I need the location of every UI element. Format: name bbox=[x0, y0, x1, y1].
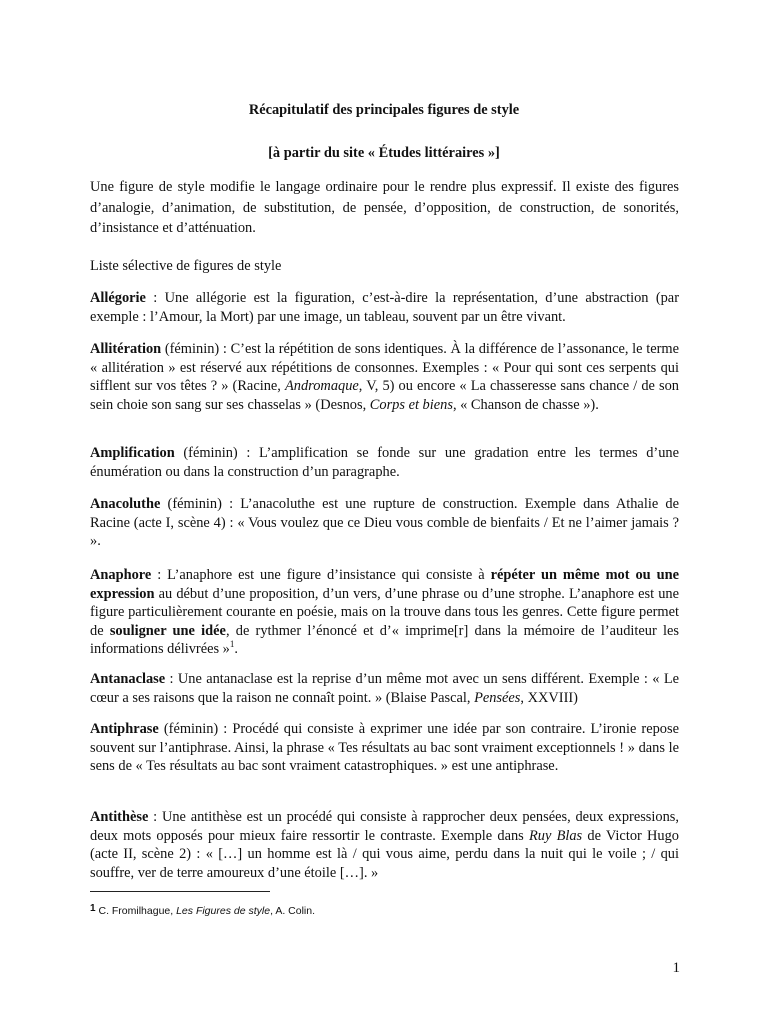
document-title: Récapitulatif des principales figures de style bbox=[248, 102, 520, 118]
emphasis-text: souligner une idée bbox=[109, 622, 226, 639]
entry-definition: (féminin) : Procédé qui consiste à exprimer une idée par son contraire. L’ironie repose souvent sur l’antiphrase. Ainsi, la phrase « Tes résultats au bac sont vraiment exceptionnels ! » dans le sens de « Tes résultats au bac sont vraiment catastrophiques. » est une antiphrase. bbox=[90, 721, 679, 774]
entry-definition: de Victor Hugo (acte II, scène 2) : « […] un homme est là / qui vous aime, perdu dans la nuit qui le voile ; / qui souffre, ver de terre amoureux d’une étoile […]. » bbox=[90, 827, 679, 881]
work-title: Pensées bbox=[474, 689, 521, 706]
entry-definition: (féminin) : L’anacoluthe est une rupture de construction. Exemple dans Athalie de Racine (acte I, scène 4) : « Vous voulez que ce Dieu vous comble de bienfaits / Et ne l’aimer jamais ? ». bbox=[90, 496, 679, 549]
entry-amplification bbox=[90, 444, 679, 481]
entry-term: Anaphore bbox=[90, 567, 152, 583]
entry-term: Allégorie bbox=[90, 290, 146, 306]
entry-term: Allitération bbox=[90, 341, 162, 357]
page-number: 1 bbox=[672, 960, 680, 976]
entry-definition: au début d’une proposition, d’un vers, d’une phrase ou d’une strophe. L’anaphore est une figure particulièrement courante en poésie, mais on la trouve dans tous les genres. Cette figure permet de bbox=[90, 585, 679, 639]
entry-definition: , XXVIII) bbox=[520, 689, 578, 706]
work-title: Corps et biens bbox=[369, 396, 453, 413]
work-title: Ruy Blas bbox=[528, 827, 583, 844]
entry-definition: : Une antithèse est un procédé qui consiste à rapprocher deux pensées, deux expressions, deux mots opposés pour mieux faire ressortir le contraste. Exemple dans bbox=[90, 809, 679, 844]
footnote-reference[interactable]: 1 bbox=[229, 639, 235, 650]
entry-anacoluthe bbox=[90, 495, 679, 551]
entry-term: Antithèse bbox=[90, 809, 149, 825]
footnote-separator bbox=[90, 891, 270, 892]
intro-text: Une figure de style modifie le langage ordinaire pour le rendre plus expressif. Il existe des figures d’analogie, d’animation, de substitution, de pensée, d’opposition, de construction, de sonorités, d’insistance et d’atténuation. bbox=[90, 179, 679, 236]
entry-term: Antiphrase bbox=[90, 721, 159, 737]
entry-antithese bbox=[90, 808, 679, 882]
entry-definition: . bbox=[234, 641, 238, 657]
entry-definition: , de rythmer l’énoncé et d’« imprime[r] dans la mémoire de l’auditeur les informations délivrées » bbox=[90, 622, 679, 657]
intro-paragraph bbox=[90, 177, 679, 239]
work-title: Andromaque bbox=[284, 378, 359, 394]
footnote-number: 1 bbox=[90, 903, 96, 914]
entry-antanaclase bbox=[90, 670, 679, 707]
entry-definition: : Une allégorie est la figuration, c’est-à-dire la représentation, d’une abstraction (par exemple : l’Amour, la Mort) par une image, un tableau, souvent par un être vivant. bbox=[90, 290, 679, 325]
entry-alliteration bbox=[90, 340, 679, 414]
entry-term: Anacoluthe bbox=[90, 496, 161, 512]
document-subtitle: [à partir du site « Études littéraires »] bbox=[268, 145, 500, 161]
emphasis-text: répéter un même mot ou une expression bbox=[90, 567, 679, 602]
entry-anaphore bbox=[90, 566, 679, 659]
list-heading: Liste sélective de figures de style bbox=[90, 258, 282, 274]
entry-term: Amplification bbox=[90, 445, 175, 461]
entry-antiphrase bbox=[90, 720, 679, 776]
entry-definition: (féminin) : L’amplification se fonde sur une gradation entre les termes d’une énumération ou dans la construction d’un paragraphe. bbox=[90, 445, 679, 480]
entry-definition: , V, 5) ou encore « La chasseresse sans chance / de son sein choie son sang sur ses chasselas » (Desnos, bbox=[90, 378, 680, 413]
footnote bbox=[90, 902, 679, 918]
entry-definition: , « Chanson de chasse »). bbox=[452, 396, 599, 413]
footnote-work: Les Figures de style bbox=[176, 905, 271, 917]
entry-definition: : L’anaphore est une figure d’insistance qui consiste à bbox=[151, 567, 491, 583]
footnote-publisher: , A. Colin. bbox=[270, 905, 316, 917]
entry-allegorie bbox=[90, 289, 679, 326]
entry-definition: (féminin) : C’est la répétition de sons identiques. À la différence de l’assonance, le terme « allitération » est réservé aux répétitions de consonnes. Exemples : « Pour qui sont ces serpents qui sifflent sur vos têtes ? » (Racine, bbox=[90, 341, 679, 394]
entry-definition: : Une antanaclase est la reprise d’un même mot avec un sens différent. Exemple : « Le cœur a ses raisons que la raison ne connaît point. » (Blaise Pascal, bbox=[90, 671, 679, 706]
footnote-author: C. Fromilhague, bbox=[95, 905, 177, 917]
entry-term: Antanaclase bbox=[90, 671, 166, 687]
